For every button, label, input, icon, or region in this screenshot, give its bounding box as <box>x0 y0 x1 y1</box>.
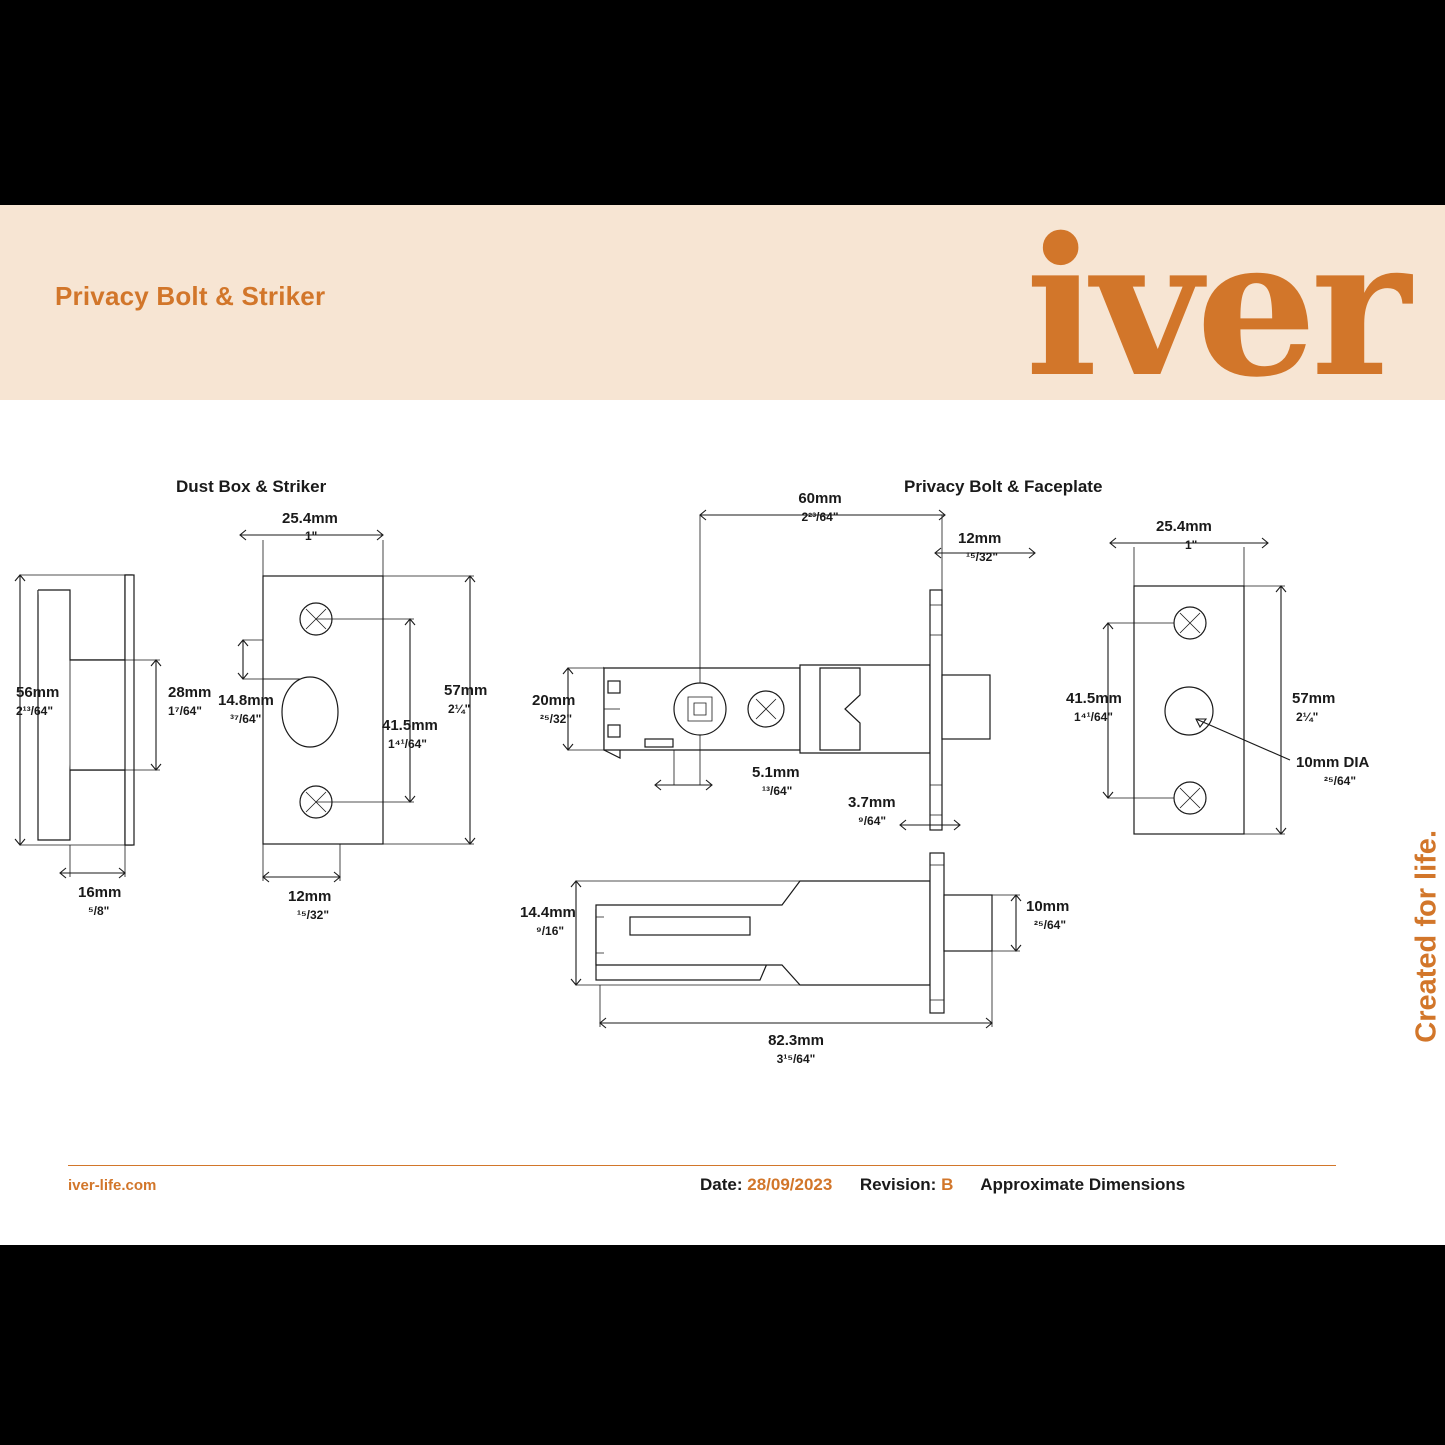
svg-text:16mm: 16mm <box>78 884 122 901</box>
svg-text:1⁷/64": 1⁷/64" <box>168 704 202 718</box>
iver-logo: iver <box>1025 196 1405 419</box>
svg-text:82.3mm: 82.3mm <box>768 1032 824 1049</box>
svg-text:1": 1" <box>1185 538 1198 552</box>
footer-divider <box>68 1165 1336 1166</box>
svg-text:56mm: 56mm <box>16 684 60 701</box>
svg-text:²⁵/64": ²⁵/64" <box>1324 774 1357 788</box>
svg-text:2¼": 2¼" <box>1296 710 1319 724</box>
svg-text:²⁵/64": ²⁵/64" <box>1034 918 1067 932</box>
svg-text:¹³/64": ¹³/64" <box>762 784 793 798</box>
svg-text:12mm: 12mm <box>288 888 332 905</box>
svg-text:1": 1" <box>305 529 318 543</box>
svg-text:57mm: 57mm <box>1292 690 1336 707</box>
svg-text:12mm: 12mm <box>958 530 1002 547</box>
svg-text:2¼": 2¼" <box>448 702 471 716</box>
svg-text:10mm DIA: 10mm DIA <box>1296 754 1370 771</box>
approximate-dimensions-note: Approximate Dimensions <box>980 1175 1186 1194</box>
svg-text:¹⁵/32": ¹⁵/32" <box>966 550 999 564</box>
revision-label: Revision: <box>859 1175 937 1194</box>
date-value: 28/09/2023 <box>747 1175 833 1194</box>
section-title-dust-box: Dust Box & Striker <box>176 477 327 496</box>
svg-text:41.5mm: 41.5mm <box>382 717 438 734</box>
svg-text:2¹³/64": 2¹³/64" <box>16 704 54 718</box>
svg-text:28mm: 28mm <box>168 684 212 701</box>
date-label: Date: <box>700 1175 743 1194</box>
svg-text:60mm: 60mm <box>798 490 842 507</box>
technical-drawing <box>0 196 1445 1245</box>
svg-text:3¹⁵/64": 3¹⁵/64" <box>776 1052 816 1066</box>
svg-text:⁵/8": ⁵/8" <box>88 904 110 918</box>
svg-text:57mm: 57mm <box>444 682 488 699</box>
tagline: Created for life. <box>1411 830 1443 1043</box>
svg-text:41.5mm: 41.5mm <box>1066 690 1122 707</box>
svg-text:25.4mm: 25.4mm <box>1156 518 1212 535</box>
svg-text:⁹/16": ⁹/16" <box>536 924 565 938</box>
privacy-bolt-top-view <box>532 490 1035 830</box>
dust-box-drawing <box>15 575 211 918</box>
svg-text:³⁷/64": ³⁷/64" <box>230 712 262 726</box>
svg-text:25.4mm: 25.4mm <box>282 510 338 527</box>
faceplate-drawing <box>1066 518 1370 834</box>
svg-text:1⁴¹/64": 1⁴¹/64" <box>388 737 427 751</box>
svg-text:14.4mm: 14.4mm <box>520 904 576 921</box>
svg-text:3.7mm: 3.7mm <box>848 794 896 811</box>
svg-text:5.1mm: 5.1mm <box>752 764 800 781</box>
section-title-privacy-bolt: Privacy Bolt & Faceplate <box>904 477 1103 496</box>
revision-value: B <box>941 1175 954 1194</box>
svg-text:10mm: 10mm <box>1026 898 1070 915</box>
footer-meta <box>700 1175 1185 1195</box>
svg-text:14.8mm: 14.8mm <box>218 692 274 709</box>
svg-text:1⁴¹/64": 1⁴¹/64" <box>1074 710 1113 724</box>
privacy-bolt-side-view <box>520 853 1069 1066</box>
svg-text:2²³/64": 2²³/64" <box>801 510 839 524</box>
svg-text:⁹/64": ⁹/64" <box>858 814 887 828</box>
page-title: Privacy Bolt & Striker <box>55 281 326 311</box>
drawing-sheet <box>0 196 1445 1245</box>
svg-text:20mm: 20mm <box>532 692 576 709</box>
svg-text:²⁵/32": ²⁵/32" <box>540 712 573 726</box>
striker-plate-drawing <box>218 510 487 922</box>
svg-text:¹⁵/32": ¹⁵/32" <box>297 908 330 922</box>
footer-website[interactable]: iver-life.com <box>68 1177 157 1194</box>
